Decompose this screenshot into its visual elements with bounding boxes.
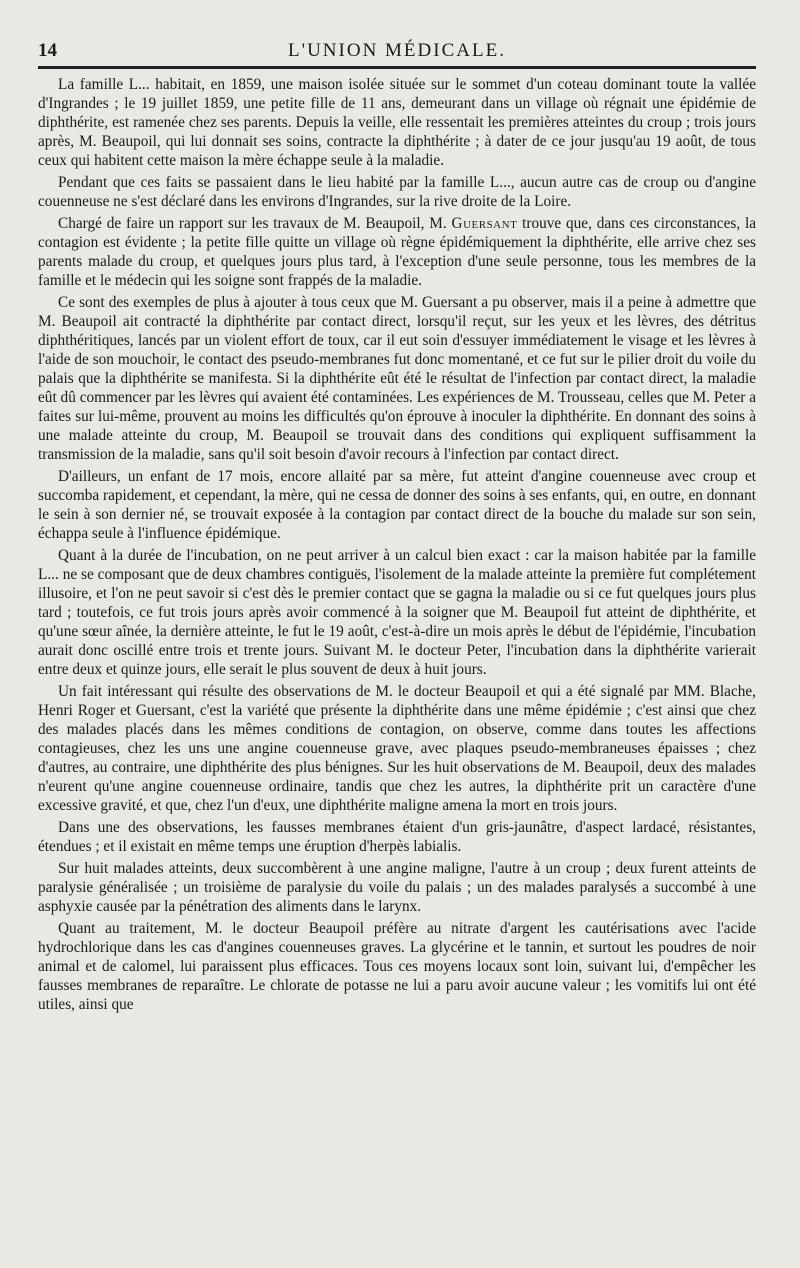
paragraph: Quant au traitement, M. le docteur Beaupoil préfère au nitrate d'argent les cautérisations avec l'acide hydrochlorique dans les cas d'angines couenneuses graves. La glycérine et le tannin, et surtout les poudres de noir animal et de calomel, lui paraissent plus efficaces. Tous ces moyens locaux sont loin, suivant lui, d'empêcher les fausses membranes de reparaître. Le chlorate de potasse ne lui a paru avoir aucune valeur ; les vomitifs lui ont été utiles, ainsi que (38, 920, 756, 1013)
paragraph: Ce sont des exemples de plus à ajouter à tous ceux que M. Guersant a pu observer, mais il a peine à admettre que M. Beaupoil ait contracté la diphthérite par contact direct, lorsqu'il reçut, sur les yeux et les lèvres, des détritus diphthéritiques, lancés par un violent effort de toux, car il eut soin d'essuyer immédiatement le visage et les lèvres à l'aide de son mouchoir, le contact des pseudo-membranes fut donc momentané, et ce fut sur le pilier droit du voile du palais que la diphthérite se manifesta. Si la diphthérite eût été le résultat de l'infection par contact direct, la maladie eût dû commencer par les lèvres qui avaient été contaminées. Les expériences de M. Trousseau, celles que M. Peter a faites sur lui-même, prouvent au moins les difficultés qu'on éprouve à inoculer la diphthérite. En donnant des soins à une malade atteinte du croup, M. Beaupoil se trouvait dans des conditions qui expliquent suffisamment la transmission de la maladie, sans qu'il soit besoin d'avoir recours à l'infection par contact direct. (38, 294, 756, 463)
journal-title: L'UNION MÉDICALE. (288, 40, 506, 61)
paragraph: D'ailleurs, un enfant de 17 mois, encore allaité par sa mère, fut atteint d'angine couenneuse avec croup et succomba rapidement, et cependant, la mère, qui ne cessa de donner des soins à ses enfants, qui, en outre, en donnant le sein à son dernier né, se trouvait exposée à la contagion par contact direct de la bouche du malade sur son sein, échappa seule à l'influence épidémique. (38, 468, 756, 542)
article-body (38, 75, 756, 1014)
paragraph: Quant à la durée de l'incubation, on ne peut arriver à un calcul bien exact : car la maison habitée par la famille L... ne se composant que de deux chambres contiguës, l'isolement de la malade atteinte la première fut complétement illusoire, et l'on ne peut savoir si c'est dès le premier contact que se gagna la maladie ou si ce fut quelques jours plus tard ; toutefois, ce fut trois jours après avoir commencé à la soigner que M. Beaupoil fut atteint de diphthérite, et qu'une sœur aînée, la dernière atteinte, le fut le 19 août, c'est-à-dire un mois après le début de l'épidémie, l'incubation aurait donc oscillé entre trois et trente jours. Suivant M. le docteur Peter, l'incubation dans la diphthérite varierait entre deux et quinze jours, elle serait le plus souvent de deux à huit jours. (38, 547, 756, 678)
page-number: 14 (38, 40, 57, 61)
paragraph: Chargé de faire un rapport sur les travaux de M. Beaupoil, M. Guersant trouve que, dans ces circonstances, la contagion est évidente ; la petite fille quitte un village où règne épidémiquement la diphthérite, elle arrive chez ses parents malade du croup, et quelques jours plus tard, à l'exception d'une seule personne, tous les membres de la famille et le médecin qui les soigne sont frappés de la maladie. (38, 215, 757, 289)
running-head (38, 40, 756, 66)
paragraph: Pendant que ces faits se passaient dans le lieu habité par la famille L..., aucun autre cas de croup ou d'angine couenneuse ne s'est déclaré dans les environs d'Ingrandes, sur la rive droite de la Loire. (38, 174, 756, 210)
paragraph: Un fait intéressant qui résulte des observations de M. le docteur Beaupoil et qui a été signalé par MM. Blache, Henri Roger et Guersant, c'est la variété que présente la diphthérite dans une même épidémie ; c'est ainsi que chez des malades placés dans les mêmes conditions de contagion, on observe, comme dans toutes les affections contagieuses, chez les uns une angine couenneuse grave, avec plaques pseudo-membraneuses épaisses ; chez d'autres, au contraire, une diphthérite des plus bénignes. Sur les huit observations de M. Beaupoil, deux des malades n'eurent qu'une angine couenneuse ordinaire, tandis que chez les autres, la diphthérite prit un caractère d'une excessive gravité, et que, chez l'un d'eux, une diphthérite maligne amena la mort en trois jours. (38, 683, 756, 814)
paragraph: La famille L... habitait, en 1859, une maison isolée située sur le sommet d'un coteau dominant toute la vallée d'Ingrandes ; le 19 juillet 1859, une petite fille de 11 ans, demeurant dans un village où régnait une épidémie de diphthérite, est ramenée chez ses parents. Depuis la veille, elle ressentait les premières atteintes du croup ; trois jours après, M. Beaupoil, qui lui donnait ses soins, contracte la diphthérite ; à dater de ce jour jusqu'au 19 août, de tous ceux qui habitent cette maison la mère échappe seule à la maladie. (38, 76, 756, 169)
paragraph: Sur huit malades atteints, deux succombèrent à une angine maligne, l'autre à un croup ; deux furent atteints de paralysie généralisée ; un troisième de paralysie du voile du palais ; un des malades paralysés a succombé à une asphyxie causée par la pénétration des aliments dans le larynx. (38, 860, 756, 915)
paragraph: Dans une des observations, les fausses membranes étaient d'un gris-jaunâtre, d'aspect lardacé, résistantes, étendues ; et il existait en même temps une éruption d'herpès labialis. (38, 819, 756, 855)
author-name-small-caps: Guersant (451, 215, 518, 232)
header-rule (38, 66, 756, 69)
